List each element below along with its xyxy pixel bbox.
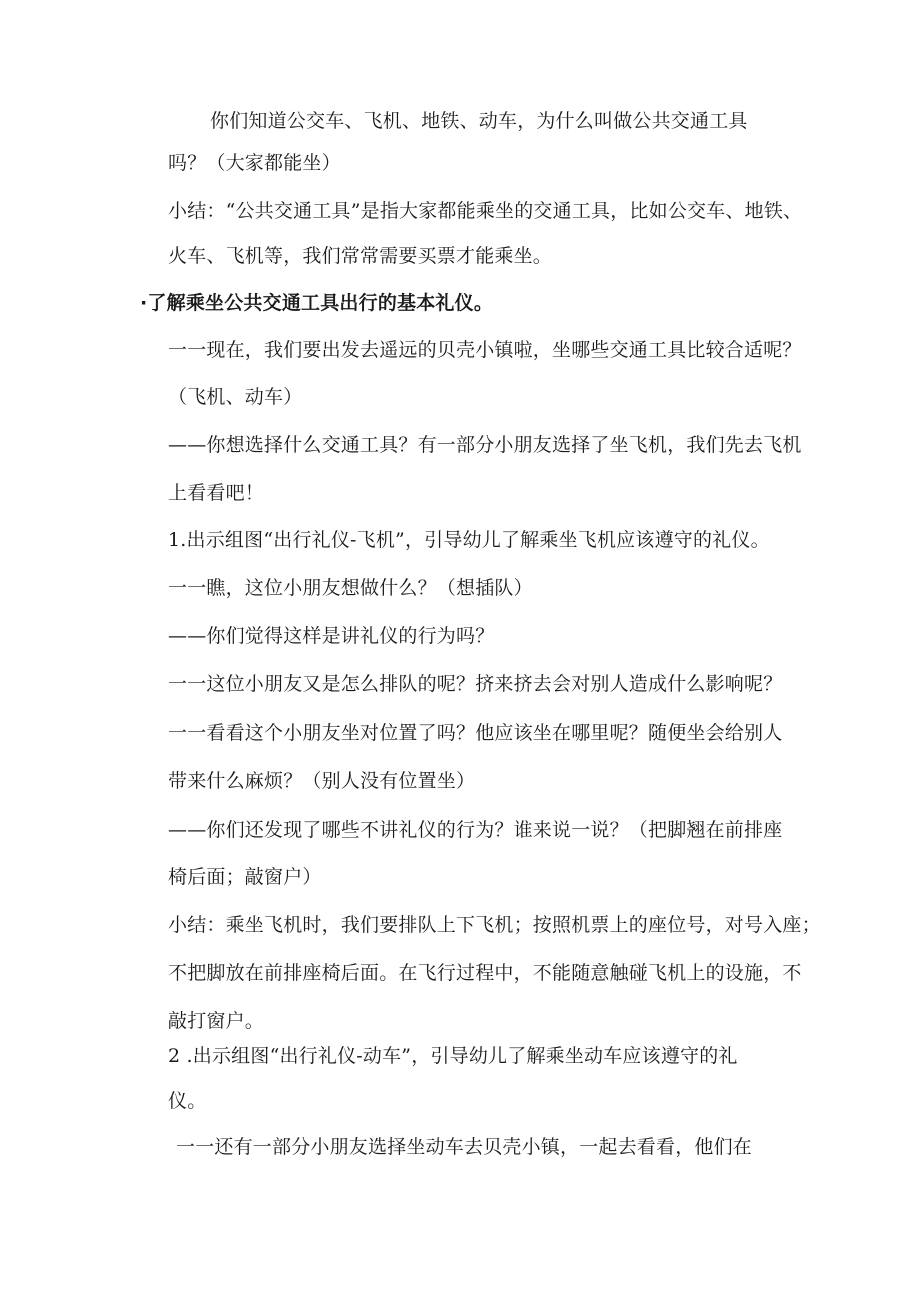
paragraph-line: 一一看看这个小朋友坐对位置了吗？他应该坐在哪里呢？随便坐会给别人 xyxy=(168,722,783,744)
paragraph-line: ——你们还发现了哪些不讲礼仪的行为？谁来说一说？（把脚翘在前排座 xyxy=(168,819,783,841)
summary-line: 不把脚放在前排座椅后面。在飞行过程中，不能随意触碰飞机上的设施，不 xyxy=(168,962,802,984)
paragraph-line: 一一现在，我们要出发去遥远的贝壳小镇啦，坐哪些交通工具比较合适呢？ xyxy=(168,339,802,361)
paragraph-line: 椅后面；敲窗户） xyxy=(168,866,322,888)
summary-line: 火车、飞机等，我们常常需要买票才能乘坐。 xyxy=(168,245,553,267)
paragraph-line: ——你们觉得这样是讲礼仪的行为吗？ xyxy=(168,625,495,647)
paragraph-line: 一一这位小朋友又是怎么排队的呢？挤来挤去会对别人造成什么影响呢？ xyxy=(168,673,783,695)
paragraph-line: 上看看吧！ xyxy=(168,482,265,504)
paragraph-line: ——你想选择什么交通工具？有一部分小朋友选择了坐飞机，我们先去飞机 xyxy=(168,434,802,456)
paragraph-line: 2 .出示组图“出行礼仪-动车”，引导幼儿了解乘坐动车应该遵守的礼 xyxy=(168,1045,738,1067)
paragraph-line: （飞机、动车） xyxy=(168,386,303,408)
paragraph-line: 一一还有一部分小朋友选择坐动车去贝壳小镇，一起去看看，他们在 xyxy=(176,1136,753,1158)
summary-line: 小结：“公共交通工具”是指大家都能乘坐的交通工具，比如公交车、地铁、 xyxy=(168,200,803,222)
paragraph-line: 吗？（大家都能坐） xyxy=(168,152,341,174)
summary-line: 小结：乘坐飞机时，我们要排队上下飞机；按照机票上的座位号，对号入座； xyxy=(168,914,821,936)
paragraph-line: 带来什么麻烦？（别人没有位置坐） xyxy=(168,770,476,792)
section-heading: ·了解乘坐公共交通工具出行的基本礼仪。 xyxy=(140,292,494,314)
paragraph-line: 1.出示组图“出行礼仪-飞机”，引导幼儿了解乘坐飞机应该遵守的礼仪。 xyxy=(168,529,770,551)
paragraph-line: 你们知道公交车、飞机、地铁、动车，为什么叫做公共交通工具 xyxy=(210,110,748,132)
summary-line: 敲打窗户。 xyxy=(168,1010,265,1032)
paragraph-line: 仪。 xyxy=(168,1090,207,1112)
paragraph-line: 一一瞧，这位小朋友想做什么？（想插队） xyxy=(168,577,533,599)
